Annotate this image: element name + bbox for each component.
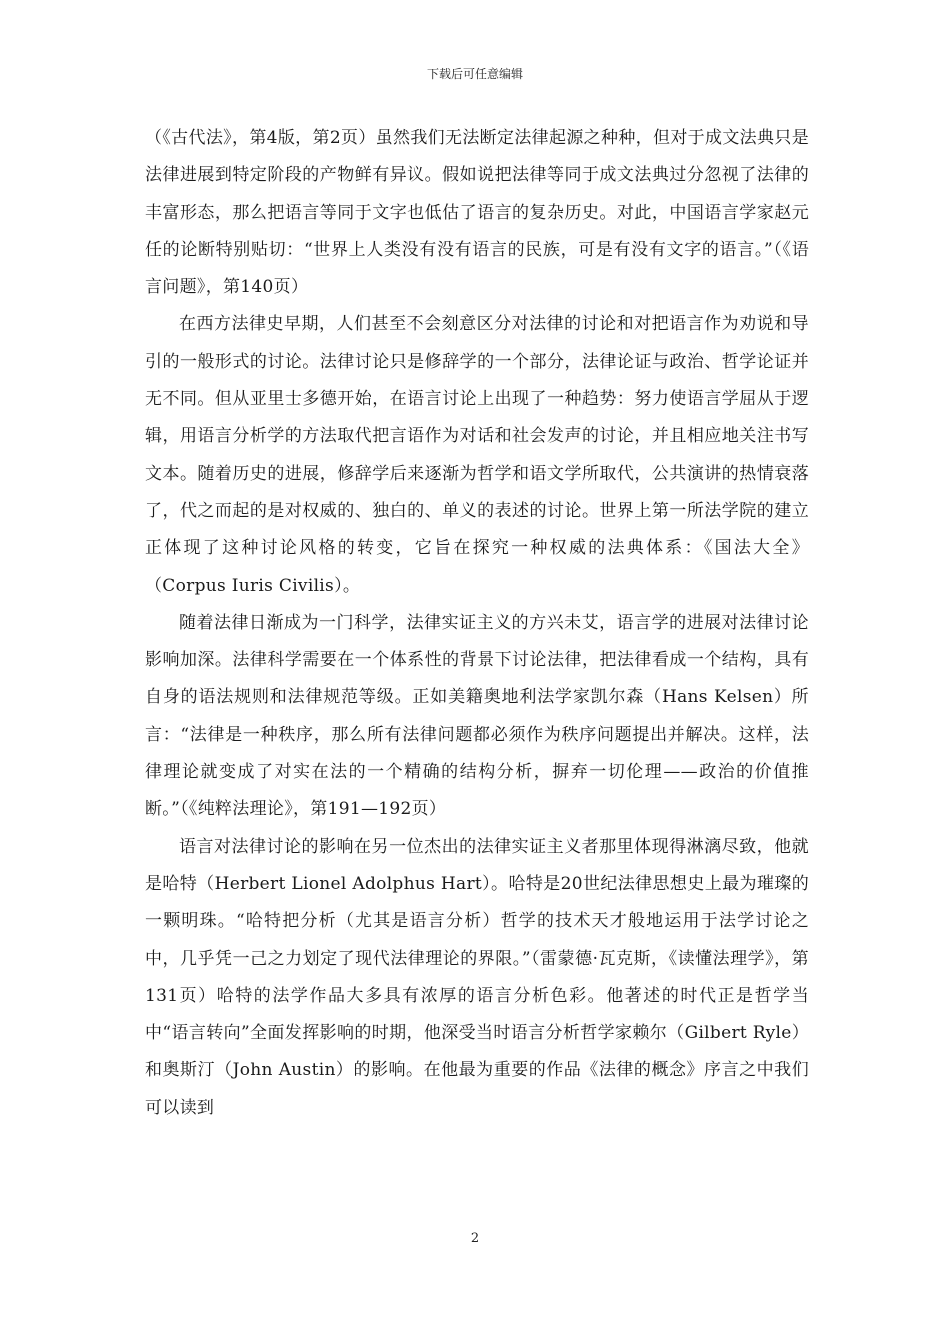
- page-header: 下载后可任意编辑: [426, 67, 523, 81]
- page-number: 2: [470, 1231, 480, 1246]
- paragraph-4: 语言对法律讨论的影响在另一位杰出的法律实证主义者那里体现得淋漓尽致，他就是哈特（Herbert Lionel Adolphus Hart）。哈特是20世纪法律思想史上最为璀璨的一颗明珠。“哈特把分析（尤其是语言分析）哲学的技术天才般地运用于法学讨论之中，几乎凭一己之力划定了现代法律理论的界限。”（雷蒙德·瓦克斯，《读懂法理学》，第131页）哈特的法学作品大多具有浓厚的语言分析色彩。他著述的时代正是哲学当中“语言转向”全面发挥影响的时期，他深受当时语言分析哲学家赖尔（Gilbert Ryle）和奥斯汀（John Austin）的影响。在他最为重要的作品《法律的概念》序言之中我们可以读到: [145, 836, 809, 1118]
- paragraph-1: （《古代法》，第4版，第2页）虽然我们无法断定法律起源之种种，但对于成文法典只是法律进展到特定阶段的产物鲜有异议。假如说把法律等同于成文法典过分忽视了法律的丰富形态，那么把语言等同于文字也低估了语言的复杂历史。对此，中国语言学家赵元任的论断特别贴切：“世界上人类没有没有语言的民族，可是有没有文字的语言。”（《语言问题》，第140页）: [145, 128, 809, 298]
- paragraph-3: 随着法律日渐成为一门科学，法律实证主义的方兴未艾，语言学的进展对法律讨论影响加深。法律科学需要在一个体系性的背景下讨论法律，把法律看成一个结构，具有自身的语法规则和法律规范等级。正如美籍奥地利法学家凯尔森（Hans Kelsen）所言：“法律是一种秩序，那么所有法律问题都必须作为秩序问题提出并解决。这样，法律理论就变成了对实在法的一个精确的结构分析，摒弃一切伦理——政治的价值推断。”（《纯粹法理论》，第191—192页）: [145, 612, 809, 820]
- paragraph-2: 在西方法律史早期，人们甚至不会刻意区分对法律的讨论和对把语言作为劝说和导引的一般形式的讨论。法律讨论只是修辞学的一个部分，法律论证与政治、哲学论证并无不同。但从亚里士多德开始，在语言讨论上出现了一种趋势：努力使语言学屈从于逻辑，用语言分析学的方法取代把言语作为对话和社会发声的讨论，并且相应地关注书写文本。随着历史的进展，修辞学后来逐渐为哲学和语文学所取代，公共演讲的热情衰落了，代之而起的是对权威的、独白的、单义的表述的讨论。世界上第一所法学院的建立正体现了这种讨论风格的转变，它旨在探究一种权威的法典体系：《国法大全》（Corpus Iuris Civilis）。: [145, 314, 809, 596]
- document-body: [145, 120, 809, 1127]
